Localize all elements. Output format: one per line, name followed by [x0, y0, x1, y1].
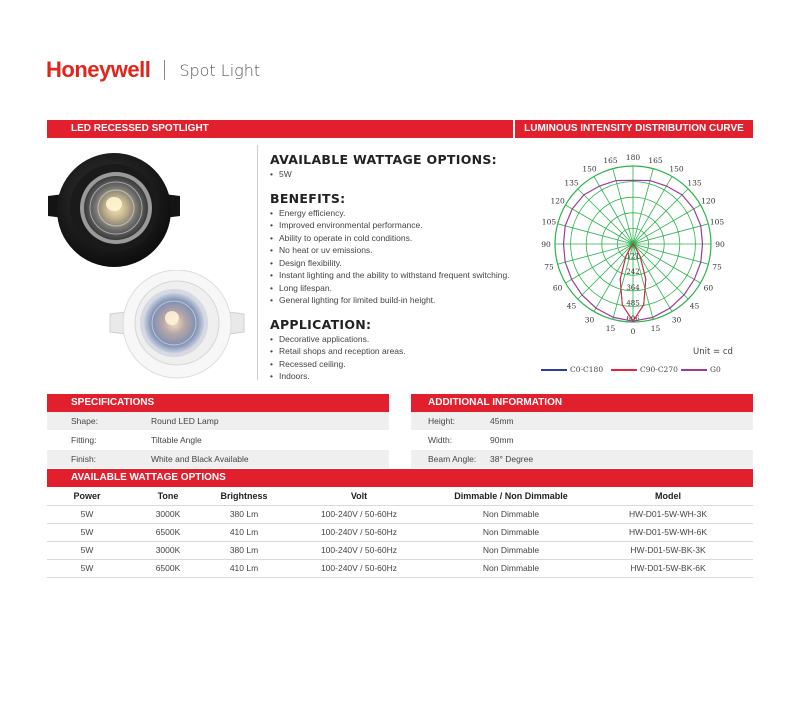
polar-spoke	[578, 244, 633, 299]
polar-spoke	[633, 244, 701, 283]
table-cell: 5W	[47, 541, 127, 559]
table-cell: Non Dimmable	[439, 523, 583, 541]
table-row	[47, 541, 753, 559]
angle-tick-label: 105	[709, 217, 725, 227]
angle-tick-label: 165	[648, 155, 663, 165]
list-item: • Ability to operate in cold conditions.	[270, 232, 510, 245]
section-additional-info: ADDITIONAL INFORMATION	[411, 394, 753, 412]
polar-spoke	[558, 224, 633, 244]
info-key: Height:	[428, 416, 455, 426]
angle-tick-label: 45	[689, 301, 700, 311]
angle-tick-label: 60	[552, 283, 563, 293]
section-luminous-curve: LUMINOUS INTENSITY DISTRIBUTION CURVE	[515, 120, 753, 138]
spec-value: Tiltable Angle	[151, 435, 202, 445]
radial-tick-label: 606	[626, 315, 640, 323]
brand-logo: Honeywell	[46, 57, 151, 82]
table-cell: 6500K	[127, 523, 209, 541]
table-cell: Non Dimmable	[439, 541, 583, 559]
legend-swatch	[611, 369, 637, 371]
table-cell: 3000K	[127, 541, 209, 559]
angle-tick-label: 180	[625, 153, 641, 162]
polar-spoke	[633, 189, 688, 244]
brand-header	[46, 57, 260, 83]
spec-row	[47, 431, 389, 449]
benefits-title: BENEFITS:	[270, 190, 346, 206]
polar-spoke	[633, 205, 701, 244]
polar-spoke	[578, 189, 633, 244]
table-cell: Non Dimmable	[439, 505, 583, 523]
column-header-model: Model	[583, 487, 753, 505]
list-item: • General lighting for limited build-in height.	[270, 294, 510, 307]
list-item: • Energy efficiency.	[270, 207, 510, 220]
angle-tick-label: 105	[541, 217, 557, 227]
table-cell: 5W	[47, 505, 127, 523]
info-key: Beam Angle:	[428, 454, 477, 464]
table-cell: 380 Lm	[209, 541, 279, 559]
polar-chart	[528, 152, 738, 348]
angle-tick-label: 30	[584, 315, 595, 325]
table-cell: 410 Lm	[209, 523, 279, 541]
product-info	[270, 153, 510, 383]
table-cell: 6500K	[127, 559, 209, 577]
table-cell: HW-D01-5W-BK-3K	[583, 541, 753, 559]
legend-swatch	[681, 369, 707, 371]
radial-tick-label: 364	[626, 283, 640, 292]
section-specifications: SPECIFICATIONS	[47, 394, 389, 412]
info-row	[411, 450, 753, 468]
info-row	[411, 431, 753, 449]
table-row	[47, 505, 753, 523]
table-cell: HW-D01-5W-WH-3K	[583, 505, 753, 523]
info-value: 90mm	[490, 435, 514, 445]
angle-tick-label: 60	[703, 283, 714, 293]
radial-tick-label: 121	[626, 252, 640, 261]
legend-c90	[611, 365, 678, 374]
table-row	[47, 559, 753, 577]
angle-tick-label: 30	[671, 315, 682, 325]
legend-swatch	[541, 369, 567, 371]
white-spotlight-image	[106, 270, 248, 380]
column-header-tone: Tone	[127, 487, 209, 505]
list-item: • Retail shops and reception areas.	[270, 345, 510, 358]
polar-spoke	[594, 176, 633, 244]
spec-row	[47, 412, 389, 430]
wattage-title: AVAILABLE WATTAGE OPTIONS:	[270, 152, 497, 167]
angle-tick-label: 15	[605, 324, 616, 334]
list-item: • Improved environmental performance.	[270, 219, 510, 232]
polar-spoke	[565, 205, 633, 244]
radial-tick-label: 242	[626, 268, 640, 277]
list-item: • Decorative applications.	[270, 333, 510, 346]
angle-tick-label: 150	[669, 164, 684, 174]
angle-tick-label: 165	[603, 155, 618, 165]
table-cell: 5W	[47, 523, 127, 541]
angle-tick-label: 135	[564, 178, 579, 188]
list-item: • No heat or uv emissions.	[270, 244, 510, 257]
angle-tick-label: 45	[566, 301, 577, 311]
info-row	[411, 412, 753, 430]
spec-key: Finish:	[71, 454, 97, 464]
table-header-row	[47, 487, 753, 505]
angle-tick-label: 120	[550, 196, 565, 206]
angle-tick-label: 90	[715, 240, 725, 249]
polar-spoke	[633, 244, 688, 299]
table-cell: 380 Lm	[209, 505, 279, 523]
column-header-power: Power	[47, 487, 127, 505]
table-cell: HW-D01-5W-WH-6K	[583, 523, 753, 541]
spec-row	[47, 450, 389, 468]
column-header-volt: Volt	[279, 487, 439, 505]
angle-tick-label: 120	[701, 196, 716, 206]
angle-tick-label: 0	[630, 327, 636, 336]
table-cell: Non Dimmable	[439, 559, 583, 577]
info-value: 38° Degree	[490, 454, 534, 464]
list-item: • 5W	[270, 168, 510, 181]
legend-g0	[681, 365, 721, 374]
column-header-dimmable: Dimmable / Non Dimmable	[439, 487, 583, 505]
spec-value: Round LED Lamp	[151, 416, 219, 426]
info-key: Width:	[428, 435, 453, 445]
legend-label: C90-C270	[640, 365, 678, 374]
polar-spoke	[565, 244, 633, 283]
spec-key: Fitting:	[71, 435, 97, 445]
wattage-table	[47, 487, 753, 578]
list-item: • Recessed ceiling.	[270, 358, 510, 371]
angle-tick-label: 150	[582, 164, 597, 174]
table-cell: 3000K	[127, 505, 209, 523]
spec-key: Shape:	[71, 416, 98, 426]
table-row	[47, 523, 753, 541]
section-led-recessed: LED RECESSED SPOTLIGHT	[47, 120, 513, 138]
list-item: • Instant lighting and the ability to withstand frequent switching.	[270, 269, 510, 282]
application-list	[270, 333, 510, 383]
angle-tick-label: 15	[650, 324, 661, 334]
legend-label: G0	[710, 365, 721, 374]
list-item: • Design flexibility.	[270, 257, 510, 270]
polar-spoke	[633, 224, 708, 244]
table-cell: 100-240V / 50-60Hz	[279, 541, 439, 559]
spec-value: White and Black Available	[151, 454, 249, 464]
list-item: • Indoors.	[270, 370, 510, 383]
chart-unit: Unit = cd	[693, 347, 733, 357]
angle-tick-label: 75	[712, 262, 722, 272]
table-cell: 410 Lm	[209, 559, 279, 577]
table-cell: 100-240V / 50-60Hz	[279, 523, 439, 541]
polar-spoke	[558, 244, 633, 264]
legend-c0	[541, 365, 603, 374]
benefits-list	[270, 207, 510, 307]
table-cell: 100-240V / 50-60Hz	[279, 505, 439, 523]
table-cell: 5W	[47, 559, 127, 577]
angle-tick-label: 135	[687, 178, 702, 188]
table-cell: 100-240V / 50-60Hz	[279, 559, 439, 577]
wattage-list	[270, 168, 510, 181]
black-spotlight-image	[44, 152, 184, 270]
angle-tick-label: 90	[541, 240, 551, 249]
legend-label: C0-C180	[570, 365, 604, 374]
info-value: 45mm	[490, 416, 514, 426]
radial-tick-label: 485	[626, 299, 640, 308]
column-divider	[257, 145, 258, 380]
product-title: Spot Light	[179, 60, 261, 80]
column-header-brightness: Brightness	[209, 487, 279, 505]
polar-spoke	[633, 244, 708, 264]
angle-tick-label: 75	[544, 262, 554, 272]
brand-separator	[164, 60, 165, 80]
application-title: APPLICATION:	[270, 316, 372, 332]
section-available-options: AVAILABLE WATTAGE OPTIONS	[47, 469, 753, 487]
table-cell: HW-D01-5W-BK-6K	[583, 559, 753, 577]
list-item: • Long lifespan.	[270, 282, 510, 295]
polar-spoke	[633, 176, 672, 244]
